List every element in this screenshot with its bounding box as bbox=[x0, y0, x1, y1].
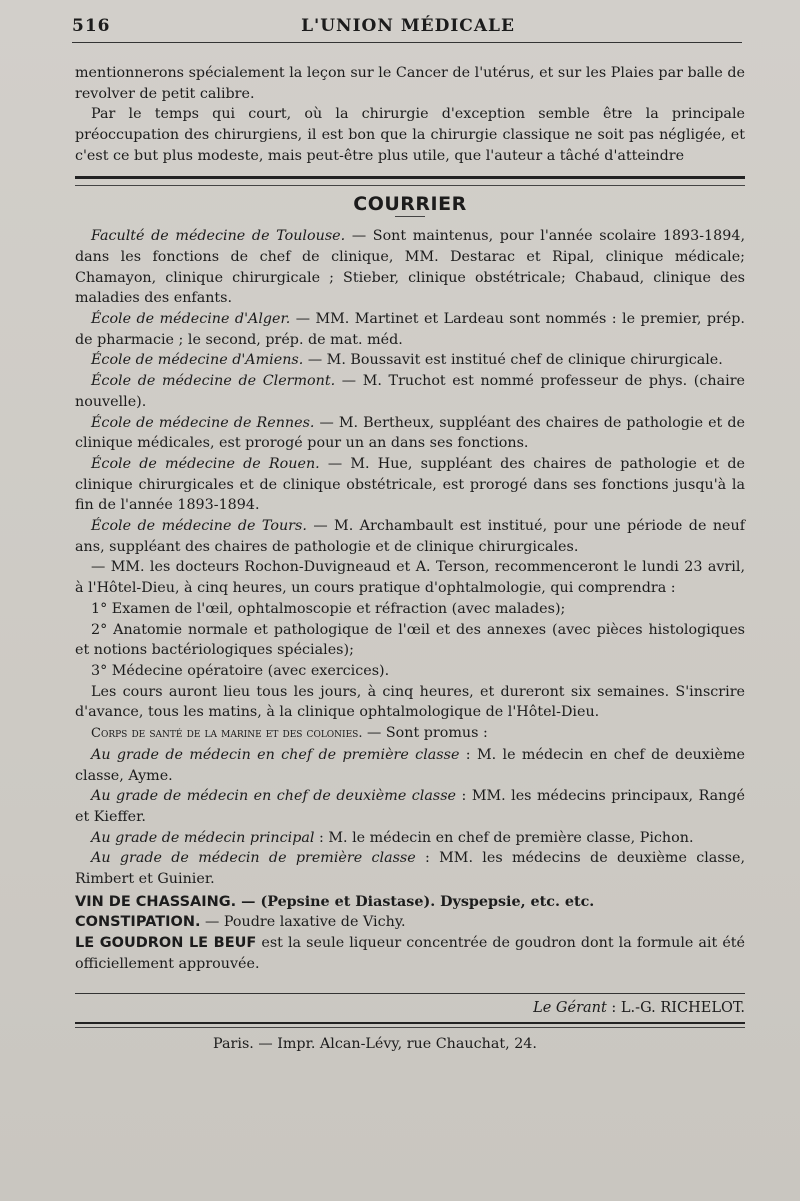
printer-imprint: Paris. — Impr. Alcan-Lévy, rue Chauchat, 24. bbox=[213, 1036, 537, 1053]
gerant-line bbox=[75, 998, 745, 1019]
page-content bbox=[75, 63, 745, 1055]
news-item-text: — M. Archambault est institué, pour une période de neuf ans, suppléant des chaires de pathologie et de clinique chirurgicales. bbox=[75, 518, 746, 555]
course-point-3: 3° Médecine opératoire (avec exercices). bbox=[91, 662, 390, 679]
news-item-text: — M. Truchot est nommé professeur de phys. (chaire nouvelle). bbox=[75, 373, 745, 410]
running-title: L'UNION MÉDICALE bbox=[301, 16, 515, 36]
ad-goudron-le-beuf bbox=[75, 933, 745, 974]
news-item-rennes bbox=[75, 413, 745, 454]
footer-rule bbox=[75, 993, 745, 994]
news-item-text: — Sont maintenus, pour l'année scolaire 1893-1894, dans les fonctions de chef de clinique, MM. Destarac et Ripal, clinique médicale; Chamayon, clinique chirurgicale ; Stieber, clinique obstétricale; Chabaud, clinique des maladies des enfants. bbox=[75, 228, 745, 307]
news-item-text: — M. Bertheux, suppléant des chaires de pathologie et de clinique médicales, est prorogé pour un an dans ses fonctions. bbox=[75, 414, 745, 452]
ad-lead: LE GOUDRON LE BEUF bbox=[75, 935, 257, 952]
course-point-2: 2° Anatomie normale et pathologique de l'œil et des annexes (avec pièces histologiques et notions bactériologiques spéciales); bbox=[75, 621, 745, 659]
news-item-lead: École de médecine de Tours. bbox=[91, 518, 307, 535]
promotion-item bbox=[75, 745, 745, 786]
ad-text: est la seule liqueur concentrée de goudron dont la formule ait été officiellement approuvée. bbox=[75, 935, 745, 972]
section-title: COURRIER bbox=[353, 192, 467, 215]
promotion-item bbox=[75, 786, 745, 827]
ad-constipation bbox=[75, 912, 745, 933]
corps-text: — Sont promus : bbox=[362, 725, 488, 742]
news-item-tours bbox=[75, 516, 745, 557]
course-outro: Les cours auront lieu tous les jours, à cinq heures, et dureront six semaines. S'inscrire d'avance, tous les matins, à la clinique ophtalmologique de l'Hôtel-Dieu. bbox=[75, 683, 745, 721]
promotion-lead: Au grade de médecin en chef de deuxième classe bbox=[91, 788, 457, 805]
ad-lead: CONSTIPATION. bbox=[75, 914, 201, 931]
news-item-lead: École de médecine de Rouen. bbox=[91, 455, 320, 472]
promotion-text: : M. le médecin en chef de première classe, Pichon. bbox=[314, 829, 694, 846]
ad-text: — Poudre laxative de Vichy. bbox=[200, 914, 406, 931]
promotion-item bbox=[75, 848, 745, 889]
header-rule bbox=[72, 42, 742, 43]
course-intro: — MM. les docteurs Rochon-Duvigneaud et A. Terson, recommenceront le lundi 23 avril, à l'Hôtel-Dieu, à cinq heures, un cours pratique d'ophtalmologie, qui comprendra : bbox=[75, 559, 745, 597]
ad-lead: VIN DE CHASSAING. bbox=[75, 893, 237, 910]
promotion-lead: Au grade de médecin principal bbox=[91, 829, 315, 846]
promotion-text: : MM. les médecins principaux, Rangé et Kieffer. bbox=[75, 788, 746, 825]
section-divider bbox=[75, 176, 745, 186]
promotion-item bbox=[75, 828, 745, 849]
intro-paragraph-1: mentionnerons spécialement la leçon sur le Cancer de l'utérus, et sur les Plaies par balle de revolver de petit calibre. bbox=[75, 65, 745, 102]
news-item-toulouse bbox=[75, 226, 745, 309]
page-number: 516 bbox=[72, 16, 111, 36]
title-dash bbox=[395, 216, 425, 217]
ad-vin-de-chassaing bbox=[75, 892, 745, 913]
news-item-rouen bbox=[75, 454, 745, 516]
gerant-name: : L.-G. RICHELOT. bbox=[606, 999, 745, 1016]
news-item-lead: École de médecine de Rennes. bbox=[91, 414, 315, 431]
ad-text: — (Pepsine et Diastase). Dyspepsie, etc. etc. bbox=[236, 893, 595, 910]
news-item-text: — M. Boussavit est institué chef de clinique chirurgicale. bbox=[303, 352, 723, 369]
promotion-lead: Au grade de médecin en chef de première classe bbox=[91, 746, 460, 763]
promotion-lead: Au grade de médecin de première classe bbox=[91, 850, 416, 867]
news-item-text: — M. Hue, suppléant des chaires de pathologie et de clinique chirurgicales et de clinique obstétricale, est prorogé dans ses fonctions jusqu'à la fin de l'année 1893-1894. bbox=[75, 455, 745, 514]
gerant-label: Le Gérant bbox=[533, 999, 607, 1016]
news-item-alger bbox=[75, 309, 745, 350]
page-header bbox=[72, 12, 744, 42]
news-item-lead: Faculté de médecine de Toulouse. bbox=[91, 228, 346, 245]
news-item-lead: École de médecine de Clermont. bbox=[91, 373, 336, 390]
promotion-text: : M. le médecin en chef de deuxième classe, Ayme. bbox=[75, 746, 745, 784]
intro-paragraph-2: Par le temps qui court, où la chirurgie d'exception semble être la principale préoccupation des chirurgiens, il est bon que la chirurgie classique ne soit pas négligée, et c'est ce but plus modeste, mais peut-être plus utile, que l'auteur a tâché d'atteindre bbox=[75, 106, 745, 164]
news-item-lead: École de médecine d'Amiens. bbox=[91, 352, 304, 369]
corps-heading bbox=[75, 723, 745, 745]
news-item-text: — MM. Martinet et Lardeau sont nommés : le premier, prép. de pharmacie ; le second, prép. de mat. méd. bbox=[75, 311, 745, 348]
news-item-clermont bbox=[75, 371, 745, 412]
corps-lead: Corps de santé de la marine et des colonies. bbox=[91, 726, 363, 742]
news-item-lead: École de médecine d'Alger. bbox=[91, 311, 291, 328]
course-point-1: 1° Examen de l'œil, ophtalmoscopie et réfraction (avec malades); bbox=[91, 600, 566, 617]
footer-double-rule bbox=[75, 1022, 745, 1028]
news-item-amiens bbox=[75, 350, 745, 371]
promotion-text: : MM. les médecins de deuxième classe, Rimbert et Guinier. bbox=[75, 850, 745, 888]
